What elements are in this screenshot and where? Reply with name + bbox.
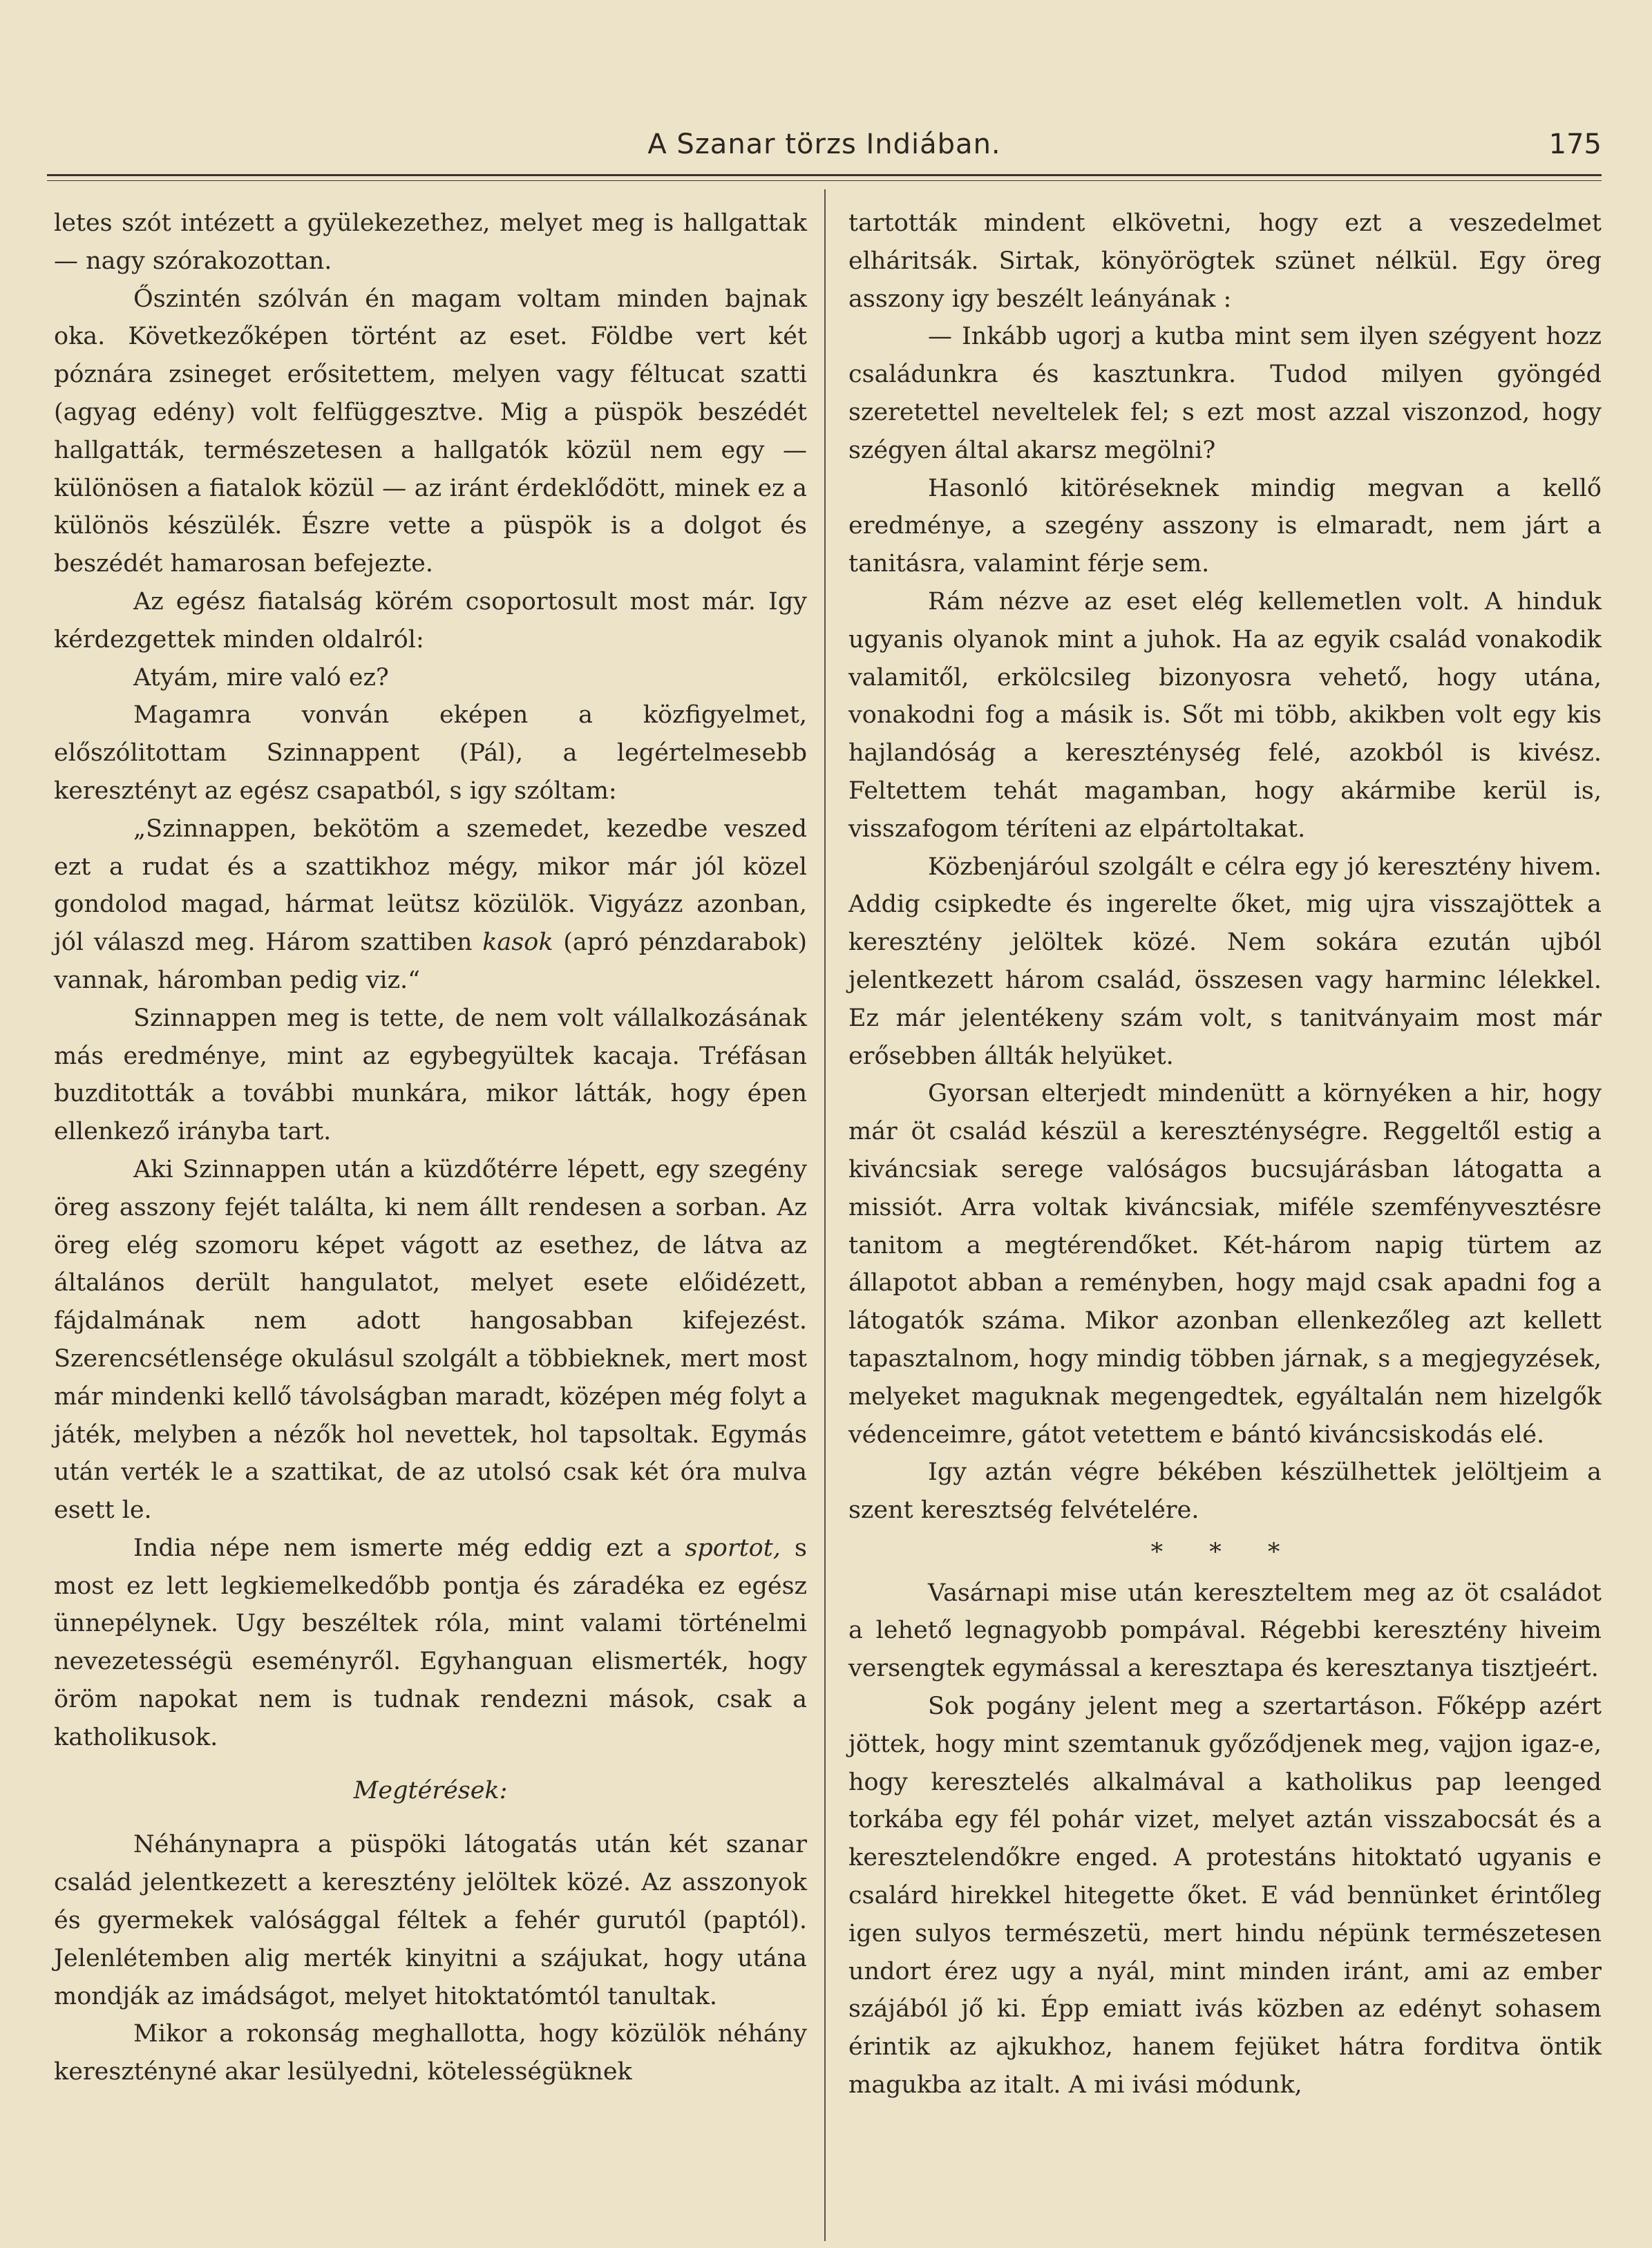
paragraph: Gyorsan elterjedt mindenütt a környéken a hir, hogy már öt család készül a kereszténységre. Reggeltől estig a kiváncsiak serege valóságos bucsujárásban látogatta a missiót. Arra voltak kiváncsiak, miféle szemfényvesztésre tanitom a megtérendőket. Két-három napig türtem az állapotot abban a reményben, hogy majd csak apadni fog a látogatók száma. Mikor azonban ellenkezőleg azt kellett tapasztalnom, hogy mindig többen járnak, s a megjegyzések, melyeket maguknak megengedtek, egyáltalán nem hizelgők védenceimre, gátot vetettem e bántó kiváncsiskodás elé. (848, 1080, 1602, 1449)
paragraph: Mikor a rokonság meghallotta, hogy közülök néhány keresztényné akar lesülyedni, kötelességüknek (54, 2020, 807, 2086)
paragraph: Szinnappen meg is tette, de nem volt vállalkozásának más eredménye, mint az egybegyültek kacaja. Tréfásan buzditották a további munkára, mikor látták, hogy épen ellenkező irányba tart. (54, 1004, 807, 1146)
left-column (54, 204, 807, 2091)
paragraph: Aki Szinnappen után a küzdőtérre lépett, egy szegény öreg asszony fejét találta, ki nem állt rendesen a sorban. Az öreg elég szomoru képet vágott az esethez, de látva az általános derült hangulatot, melyet esete előidézett, fájdalmának nem adott hangosabban kifejezést. Szerencsétlensége okulásul szolgált a többieknek, mert most már mindenki kellő távolságban maradt, középen még folyt a játék, melyben a nézők hol nevettek, hol tapsoltak. Egymás után verték le a szattikat, de az utolsó csak két óra mulva esett le. (54, 1155, 807, 1525)
paragraph: India népe nem ismerte még eddig ezt a sportot, s most ez lett legkiemelkedőbb pontja és záradéka ez egész ünnepélynek. Ugy beszéltek róla, mint valami történelmi nevezetességü eseményről. Egyhanguan elismerték, hogy öröm napokat nem is tudnak rendezni mások, csak a katholikusok. (54, 1534, 807, 1751)
column-divider (824, 189, 826, 2241)
paragraph: Igy aztán végre békében készülhettek jelöltjeim a szent keresztség felvételére. (848, 1458, 1602, 1525)
page-header (47, 128, 1602, 170)
paragraph: letes szót intézett a gyülekezethez, melyet meg is hallgattak — nagy szórakozottan. (54, 209, 807, 275)
running-title: A Szanar törzs Indiában. (647, 128, 1001, 160)
paragraph: Hasonló kitöréseknek mindig megvan a kellő eredménye, a szegény asszony is elmaradt, nem járt a tanitásra, valamint férje sem. (848, 474, 1602, 578)
paragraph: „Szinnappen, bekötöm a szemedet, kezedbe veszed ezt a rudat és a szattikhoz mégy, mikor már jól közel gondolod magad, hármat leütsz közülök. Vigyázz azonban, jól válaszd meg. Három szattiben kasok (apró pénzdarabok) vannak, háromban pedig viz.“ (54, 815, 807, 994)
right-column (848, 204, 1602, 2104)
paragraph: Vasárnapi mise után kereszteltem meg az öt családot a lehető legnagyobb pompával. Régebbi keresztény hiveim versengtek egymással a keresztapa és keresztanya tisztjeért. (848, 1579, 1602, 1683)
section-separator-asterisks: * * * (1150, 1538, 1300, 1566)
italic-term: sportot, (685, 1534, 781, 1562)
paragraph: tartották mindent elkövetni, hogy ezt a veszedelmet elháritsák. Sirtak, könyörögtek szünet nélkül. Egy öreg asszony igy beszélt leányának : (848, 209, 1602, 313)
paragraph: Sok pogány jelent meg a szertartáson. Főképp azért jöttek, hogy mint szemtanuk győződjenek meg, vajjon igaz-e, hogy keresztelés alkalmával a katholikus pap leenged torkába egy fél pohár vizet, melyet aztán visszabocsát és a keresztelendőkre enged. A protestáns hitoktató ugyanis e csalárd hirekkel hitegette őket. E vád bennünket érintőleg igen sulyos természetü, mert hindu népünk természetesen undort érez ugy a nyál, mint minden iránt, ami az ember szájából jő ki. Épp emiatt ivás közben az edényt sohasem érintik az ajkukhoz, hanem fejüket hátra forditva öntik magukba az italt. A mi ivási módunk, (848, 1693, 1602, 2099)
paragraph: Őszintén szólván én magam voltam minden bajnak oka. Következőképen történt az eset. Földbe vert két póznára zsineget erősitettem, melyen vagy féltucat szatti (agyag edény) volt felfüggesztve. Mig a püspök beszédét hallgatták, természetesen a hallgatók közül nem egy — különösen a fiatalok közül — az iránt érdeklődött, minek ez a különös készülék. Észre vette a püspök is a dolgot és beszédét hamarosan befejezte. (54, 285, 807, 578)
paragraph: Atyám, mire való ez? (133, 663, 389, 692)
paragraph: Rám nézve az eset elég kellemetlen volt. A hinduk ugyanis olyanok mint a juhok. Ha az egyik család vonakodik valamitől, erkölcsileg bizonyosra vehető, hogy utána, vonakodni fog a másik is. Sőt mi több, akikben volt egy kis hajlandóság a kereszténység felé, azokból is kivész. Feltettem tehát magamban, hogy akármibe kerül is, visszafogom téríteni az elpártoltakat. (848, 587, 1602, 843)
paragraph: Néhánynapra a püspöki látogatás után két szanar család jelentkezett a keresztény jelöltek közé. Az asszonyok és gyermekek valósággal féltek a fehér gurutól (paptól). Jelenlétemben alig merték kinyitni a szájukat, hogy utána mondják az imádságot, melyet hitoktatómtól tanultak. (54, 1831, 807, 2010)
paragraph: Magamra vonván eképen a közfigyelmet, előszólitottam Szinnappent (Pál), a legértelmesebb keresztényt az egész csapatból, s igy szóltam: (54, 701, 807, 805)
paragraph: — Inkább ugorj a kutba mint sem ilyen szégyent hozz családunkra és kasztunkra. Tudod milyen gyöngéd szeretettel neveltelek fel; s ezt most azzal viszonzod, hogy szégyen által akarsz megölni? (848, 323, 1602, 464)
page-number: 175 (1548, 128, 1602, 160)
paragraph: Közbenjáróul szolgált e célra egy jó keresztény hivem. Addig csipkedte és ingerelte őket, mig ujra visszajöttek a keresztény jelöltek közé. Nem sokára ezután ujból jelentkezett három család, összesen vagy harminc lélekkel. Ez már jelentékeny szám volt, s tanitványaim most már erősebben állták helyüket. (848, 852, 1602, 1070)
italic-term: kasok (482, 928, 553, 957)
section-heading: Megtérések: (353, 1776, 508, 1804)
paragraph: Az egész fiatalság körém csoportosult most már. Igy kérdezgettek minden oldalról: (54, 587, 807, 654)
header-rule (47, 174, 1602, 181)
